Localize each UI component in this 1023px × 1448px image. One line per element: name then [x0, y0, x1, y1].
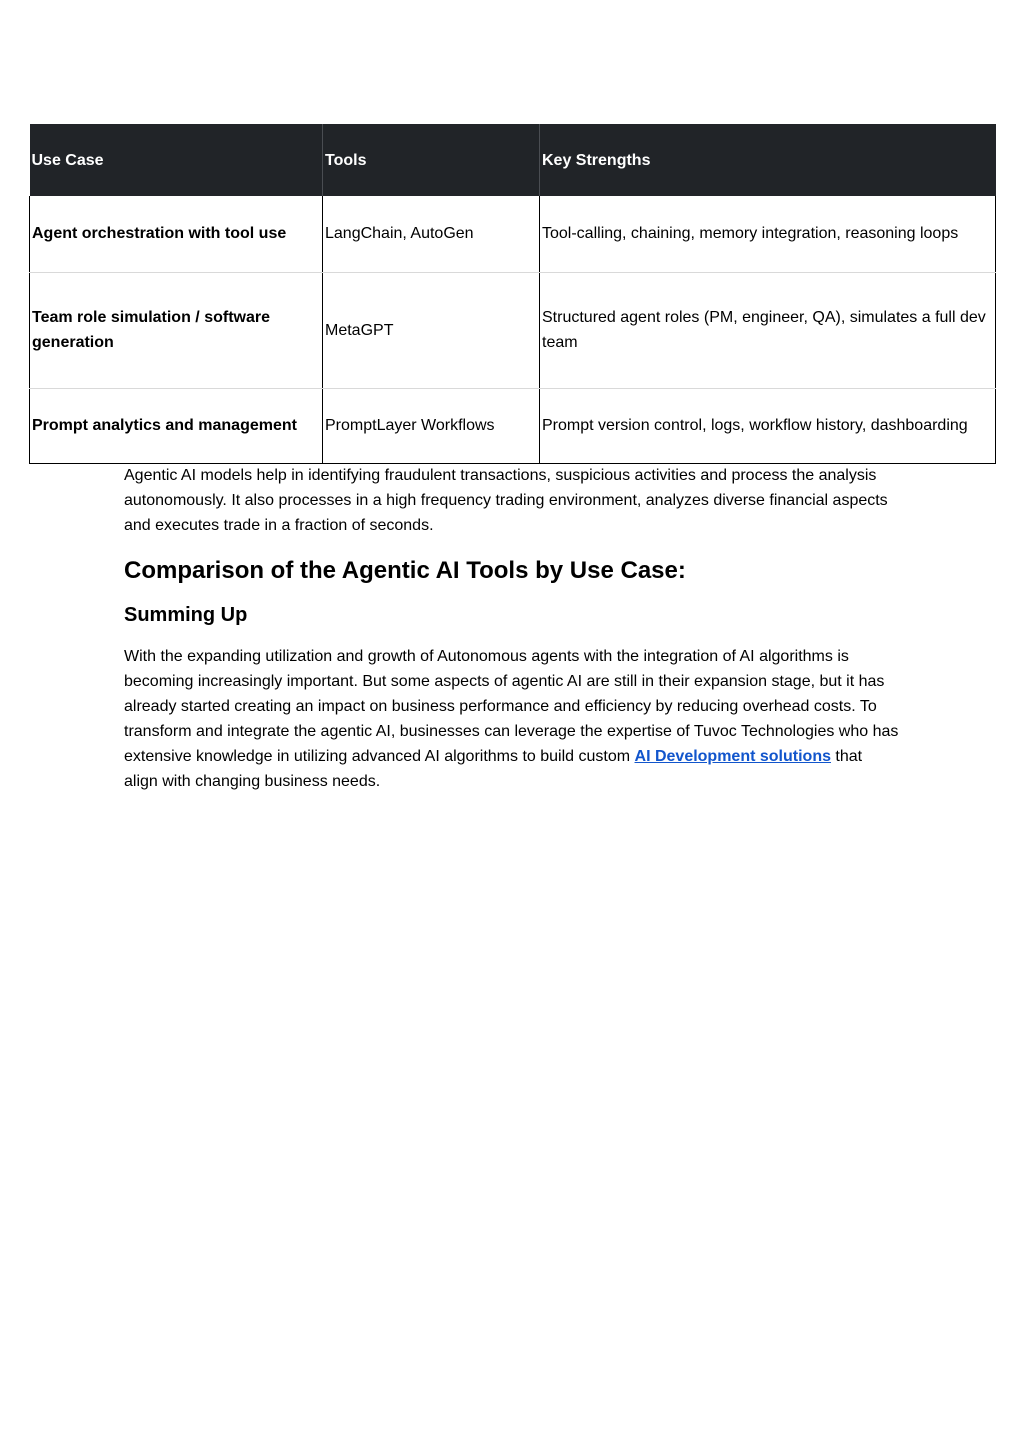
header-use-case: Use Case	[31, 151, 104, 169]
comparison-heading: Comparison of the Agentic AI Tools by Use Case:	[124, 557, 686, 584]
strengths-cell: Structured agent roles (PM, engineer, QA), simulates a full dev team	[540, 272, 996, 388]
use-case-cell: Agent orchestration with tool use	[30, 196, 323, 272]
summary-text-after: that align with changing business needs.	[124, 748, 863, 790]
tools-comparison-table	[29, 124, 996, 464]
header-tools: Tools	[323, 124, 540, 196]
article-body	[124, 463, 899, 794]
tools-cell: MetaGPT	[323, 272, 540, 388]
summary-text-before: With the expanding utilization and growth of Autonomous agents with the integration of AI algorithms is becoming increasingly important. But some aspects of agentic AI are still in their expansion stage, but it has already started creating an impact on business performance and efficiency by reducing overhead costs. To transform and integrate the agentic AI, businesses can leverage the expertise of Tuvoc Technologies who has extensive knowledge in utilizing advanced AI algorithms to build custom	[124, 648, 899, 765]
table-row	[30, 272, 996, 388]
table-row	[30, 196, 996, 272]
use-case-cell: Team role simulation / software generation	[30, 272, 323, 388]
ai-development-solutions-link[interactable]: AI Development solutions	[634, 748, 831, 765]
table-row	[30, 388, 996, 463]
intro-paragraph: Agentic AI models help in identifying fraudulent transactions, suspicious activities and process the analysis autonomously. It also processes in a high frequency trading environment, analyzes diverse financial aspects and executes trade in a fraction of seconds.	[124, 467, 888, 534]
strengths-cell: Tool-calling, chaining, memory integration, reasoning loops	[540, 196, 996, 272]
use-case-cell: Prompt analytics and management	[30, 388, 323, 463]
summary-paragraph	[124, 644, 899, 794]
tools-cell: PromptLayer Workflows	[323, 388, 540, 463]
header-key-strengths: Key Strengths	[540, 124, 996, 196]
table-header-row	[30, 124, 996, 196]
strengths-cell: Prompt version control, logs, workflow history, dashboarding	[540, 388, 996, 463]
summary-heading: Summing Up	[124, 604, 248, 626]
tools-cell: LangChain, AutoGen	[323, 196, 540, 272]
